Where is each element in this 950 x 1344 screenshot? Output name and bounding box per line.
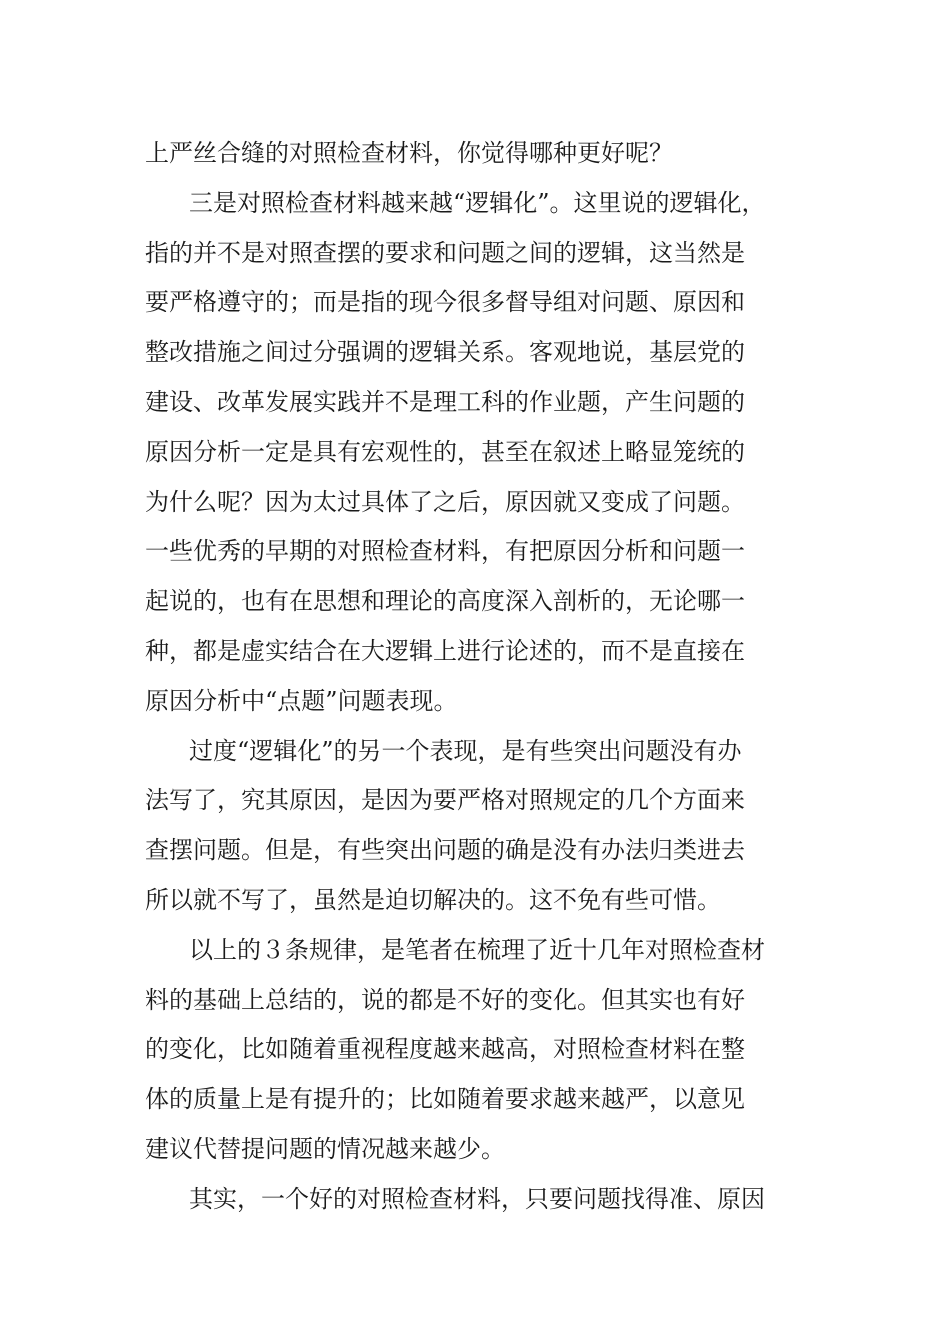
- text-line: 体的质量上是有提升的；比如随着要求越来越严，以意见: [145, 1085, 745, 1114]
- text-line: 查摆问题。但是，有些突出问题的确是没有办法归类进去: [145, 836, 745, 865]
- text-line: 建议代替提问题的情况越来越少。: [145, 1134, 505, 1163]
- text-line: 为什么呢？因为太过具体了之后，原因就又变成了问题。: [145, 487, 745, 516]
- text-line: 过度“逻辑化”的另一个表现，是有些突出问题没有办: [189, 736, 742, 765]
- text-line: 原因分析中“点题”问题表现。: [145, 686, 458, 715]
- text-line: 上严丝合缝的对照检查材料，你觉得哪种更好呢？: [145, 139, 673, 167]
- text-line: 整改措施之间过分强调的逻辑关系。客观地说，基层党的: [145, 338, 745, 367]
- text-line: 其实，一个好的对照检查材料，只要问题找得准、原因: [189, 1184, 765, 1213]
- text-line: 法写了，究其原因，是因为要严格对照规定的几个方面来: [145, 786, 745, 815]
- text-line: 要严格遵守的；而是指的现今很多督导组对问题、原因和: [145, 288, 745, 317]
- text-line: 的变化，比如随着重视程度越来越高，对照检查材料在整: [145, 1035, 745, 1064]
- body-text: [145, 129, 807, 1225]
- text-line: 原因分析一定是具有宏观性的，甚至在叙述上略显笼统的: [145, 437, 745, 466]
- text-line: 所以就不写了，虽然是迫切解决的。这不免有些可惜。: [145, 885, 721, 914]
- text-line: 一些优秀的早期的对照检查材料，有把原因分析和问题一: [145, 537, 745, 566]
- text-line: 建设、改革发展实践并不是理工科的作业题，产生问题的: [145, 387, 745, 416]
- text-line: 起说的，也有在思想和理论的高度深入剖析的，无论哪一: [145, 587, 745, 616]
- text-line: 料的基础上总结的，说的都是不好的变化。但其实也有好: [145, 985, 745, 1014]
- text-line: 三是对照检查材料越来越“逻辑化”。这里说的逻辑化，: [189, 188, 766, 217]
- text-line: 种，都是虚实结合在大逻辑上进行论述的，而不是直接在: [145, 636, 745, 665]
- text-line: 以上的３条规律，是笔者在梳理了近十几年对照检查材: [189, 935, 765, 964]
- text-line: 指的并不是对照查摆的要求和问题之间的逻辑，这当然是: [145, 238, 745, 267]
